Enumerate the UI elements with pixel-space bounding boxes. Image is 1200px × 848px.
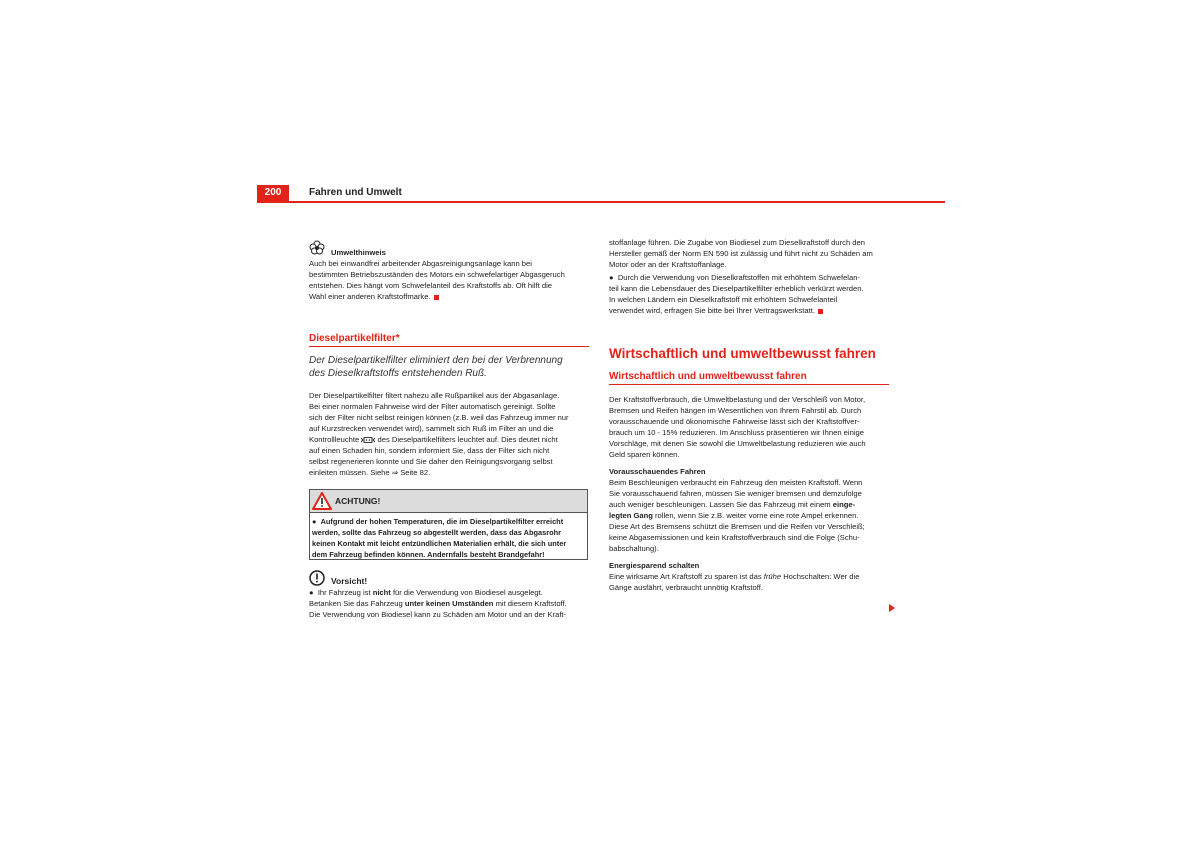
continue-arrow-icon (889, 604, 895, 612)
umwelt-note (309, 247, 589, 302)
warning-line: Aufgrund der hohen Temperaturen, die im Dieselpartikelfilter erreicht (320, 517, 564, 526)
dpf-line: selbst regenerieren konnte und Sie daher den Reinigungsvorgang selbst (309, 457, 553, 466)
dpf-line: sich der Filter nicht selbst reinigen können (z.B. weil das Fahrzeug immer nur (309, 413, 569, 422)
continuation-line: Hersteller gemäß der Norm EN 590 ist zulässig und führt nicht zu Schäden am (609, 249, 873, 258)
economy-intro-line: Vorschläge, mit denen Sie sowohl die Umweltbelastung reduzieren wie auch (609, 439, 866, 448)
caution-text: Ihr Fahrzeug ist (317, 588, 373, 597)
caution-text: Betanken Sie das Fahrzeug (309, 599, 405, 608)
anticipatory-line: keine Abgasemissionen und kein Kraftstoffverbrauch sind die Folge (Schu- (609, 533, 860, 542)
dpf-line: Der Dieselpartikelfilter filtert nahezu alle Rußpartikel aus der Abgasanlage. (309, 391, 560, 400)
page-number: 200 (257, 185, 289, 201)
dpf-lead: Der Dieselpartikelfilter eliminiert den bei der Verbrennung (309, 355, 563, 366)
warning-box (309, 489, 588, 560)
right-continuation (609, 237, 889, 316)
warning-title: ACHTUNG! (335, 496, 381, 506)
bullet-icon: ● (309, 588, 318, 597)
end-marker-icon (818, 309, 823, 314)
bullet-line: teil kann die Lebensdauer des Dieselpartikelfilter erheblich verkürzt werden. (609, 284, 864, 293)
shifting-line: Gänge ausfährt, verbraucht unnötig Kraftstoff. (609, 583, 763, 592)
umwelt-line: Wahl einer anderen Kraftstoffmarke. (309, 292, 431, 301)
shifting-emph: frühe (763, 572, 782, 581)
anticipatory-emph: einge- (832, 500, 856, 509)
anticipatory-emph: legten Gang (609, 511, 653, 520)
economy-intro-line: Der Kraftstoffverbrauch, die Umweltbelastung und der Verschleiß von Motor, (609, 395, 866, 404)
bullet-icon: ● (312, 517, 321, 526)
continuation-line: stoffanlage führen. Die Zugabe von Biodiesel zum Dieselkraftstoff durch den (609, 238, 865, 247)
subheading-anticipatory-driving: Vorausschauendes Fahren (609, 467, 706, 476)
umwelt-line: Auch bei einwandfrei arbeitender Abgasreinigungsanlage kann bei (309, 259, 532, 268)
caution-text: mit diesem Kraftstoff. (493, 599, 567, 608)
economy-intro-line: brauch um 10 - 15% reduzieren. Im Anschluss präsentieren wir Ihnen einige (609, 428, 864, 437)
continuation-line: Motor oder an der Kraftstoffanlage. (609, 260, 727, 269)
chapter-title: Fahren und Umwelt (309, 187, 402, 198)
dpf-kontroll-word: Kontrollleuchte (309, 435, 360, 444)
dpf-warning-lamp-icon (361, 436, 375, 444)
dpf-heading: Dieselpartikelfilter* (309, 333, 400, 344)
umwelt-title: Umwelthinweis (331, 248, 386, 257)
dpf-line: Bei einer normalen Fahrweise wird der Filter automatisch gereinigt. Sollte (309, 402, 556, 411)
warning-line: dem Fahrzeug befinden können. Andernfalls besteht Brandgefahr! (312, 550, 545, 559)
dpf-line: auf einen Schaden hin, sondern informiert Sie, dass der Filter sich nicht (309, 446, 550, 455)
bullet-line: verwendet wird, erfragen Sie bitte bei Ihrer Vertragswerkstatt. (609, 306, 815, 315)
umwelt-line: bestimmten Betriebszuständen des Motors ein schwefelartiger Abgasgeruch (309, 270, 565, 279)
warning-triangle-icon (312, 492, 332, 510)
end-marker-icon (434, 295, 439, 300)
page-header (257, 185, 945, 203)
umwelt-line: entstehen. Dies hängt vom Schwefelanteil des Kraftstoffs ab. Oft hilft die (309, 281, 552, 290)
dpf-lead: des Dieselkraftstoffs entstehenden Ruß. (309, 368, 487, 379)
caution-title: Vorsicht! (331, 576, 368, 586)
warning-line: werden, sollte das Fahrzeug so abgestellt werden, dass das Abgasrohr (312, 528, 562, 537)
dpf-section (309, 333, 589, 478)
dpf-line-with-link[interactable]: einleiten müssen. Siehe ⇒ Seite 82. (309, 468, 431, 477)
caution-text: für die Verwendung von Biodiesel ausgelegt. (390, 588, 543, 597)
economy-intro-line: vorausschauende und ökonomische Fahrweise lässt sich der Kraftstoffver- (609, 417, 860, 426)
anticipatory-line: Diese Art des Bremsens schützt die Bremsen und die Reifen vor Verschleiß; (609, 522, 865, 531)
anticipatory-line: rollen, wenn Sie z.B. weiter vorne eine rote Ampel erkennen. (652, 511, 859, 520)
caution-emph: nicht (372, 588, 391, 597)
economy-intro-line: Geld sparen können. (609, 450, 680, 459)
economy-heading: Wirtschaftlich und umweltbewusst fahren (609, 371, 807, 382)
anticipatory-line: auch weniger beschleunigen. Lassen Sie das Fahrzeug mit einem (609, 500, 833, 509)
warning-line: keinen Kontakt mit leicht entzündlichen Materialien erhält, die sich unter (312, 539, 567, 548)
economy-section (609, 348, 889, 593)
bullet-icon: ● (609, 273, 618, 282)
bullet-line: In welchen Ländern ein Dieselkraftstoff mit erhöhtem Schwefelanteil (609, 295, 838, 304)
bullet-line: Durch die Verwendung von Dieselkraftstoffen mit erhöhtem Schwefelan- (617, 273, 860, 282)
anticipatory-line: Beim Beschleunigen verbraucht ein Fahrzeug den meisten Kraftstoff. Wenn (609, 478, 863, 487)
caution-emph: unter keinen Umständen (404, 599, 494, 608)
dpf-line: des Dieselpartikelfilters leuchtet auf. Dies deutet nicht (377, 435, 558, 444)
shifting-line: Eine wirksame Art Kraftstoff zu sparen ist das (609, 572, 764, 581)
anticipatory-line: Sie vorausschauend fahren, müssen Sie weniger bremsen und demzufolge (609, 489, 862, 498)
economy-intro-line: Bremsen und Reifen hängen im Wesentlichen von Ihrem Fahrstil ab. Durch (609, 406, 862, 415)
shifting-line: Hochschalten: Wer die (781, 572, 860, 581)
subheading-energy-shifting: Energiesparend schalten (609, 561, 700, 570)
economy-big-heading: Wirtschaftlich und umweltbewusst fahren (609, 346, 876, 361)
anticipatory-line: babschaltung). (609, 544, 659, 553)
caution-text: Die Verwendung von Biodiesel kann zu Schäden am Motor und an der Kraft- (309, 610, 567, 619)
caution-note (309, 576, 589, 620)
dpf-line: auf Kurzstrecken verwendet wird), sammelt sich Ruß im Filter an und die (309, 424, 554, 433)
